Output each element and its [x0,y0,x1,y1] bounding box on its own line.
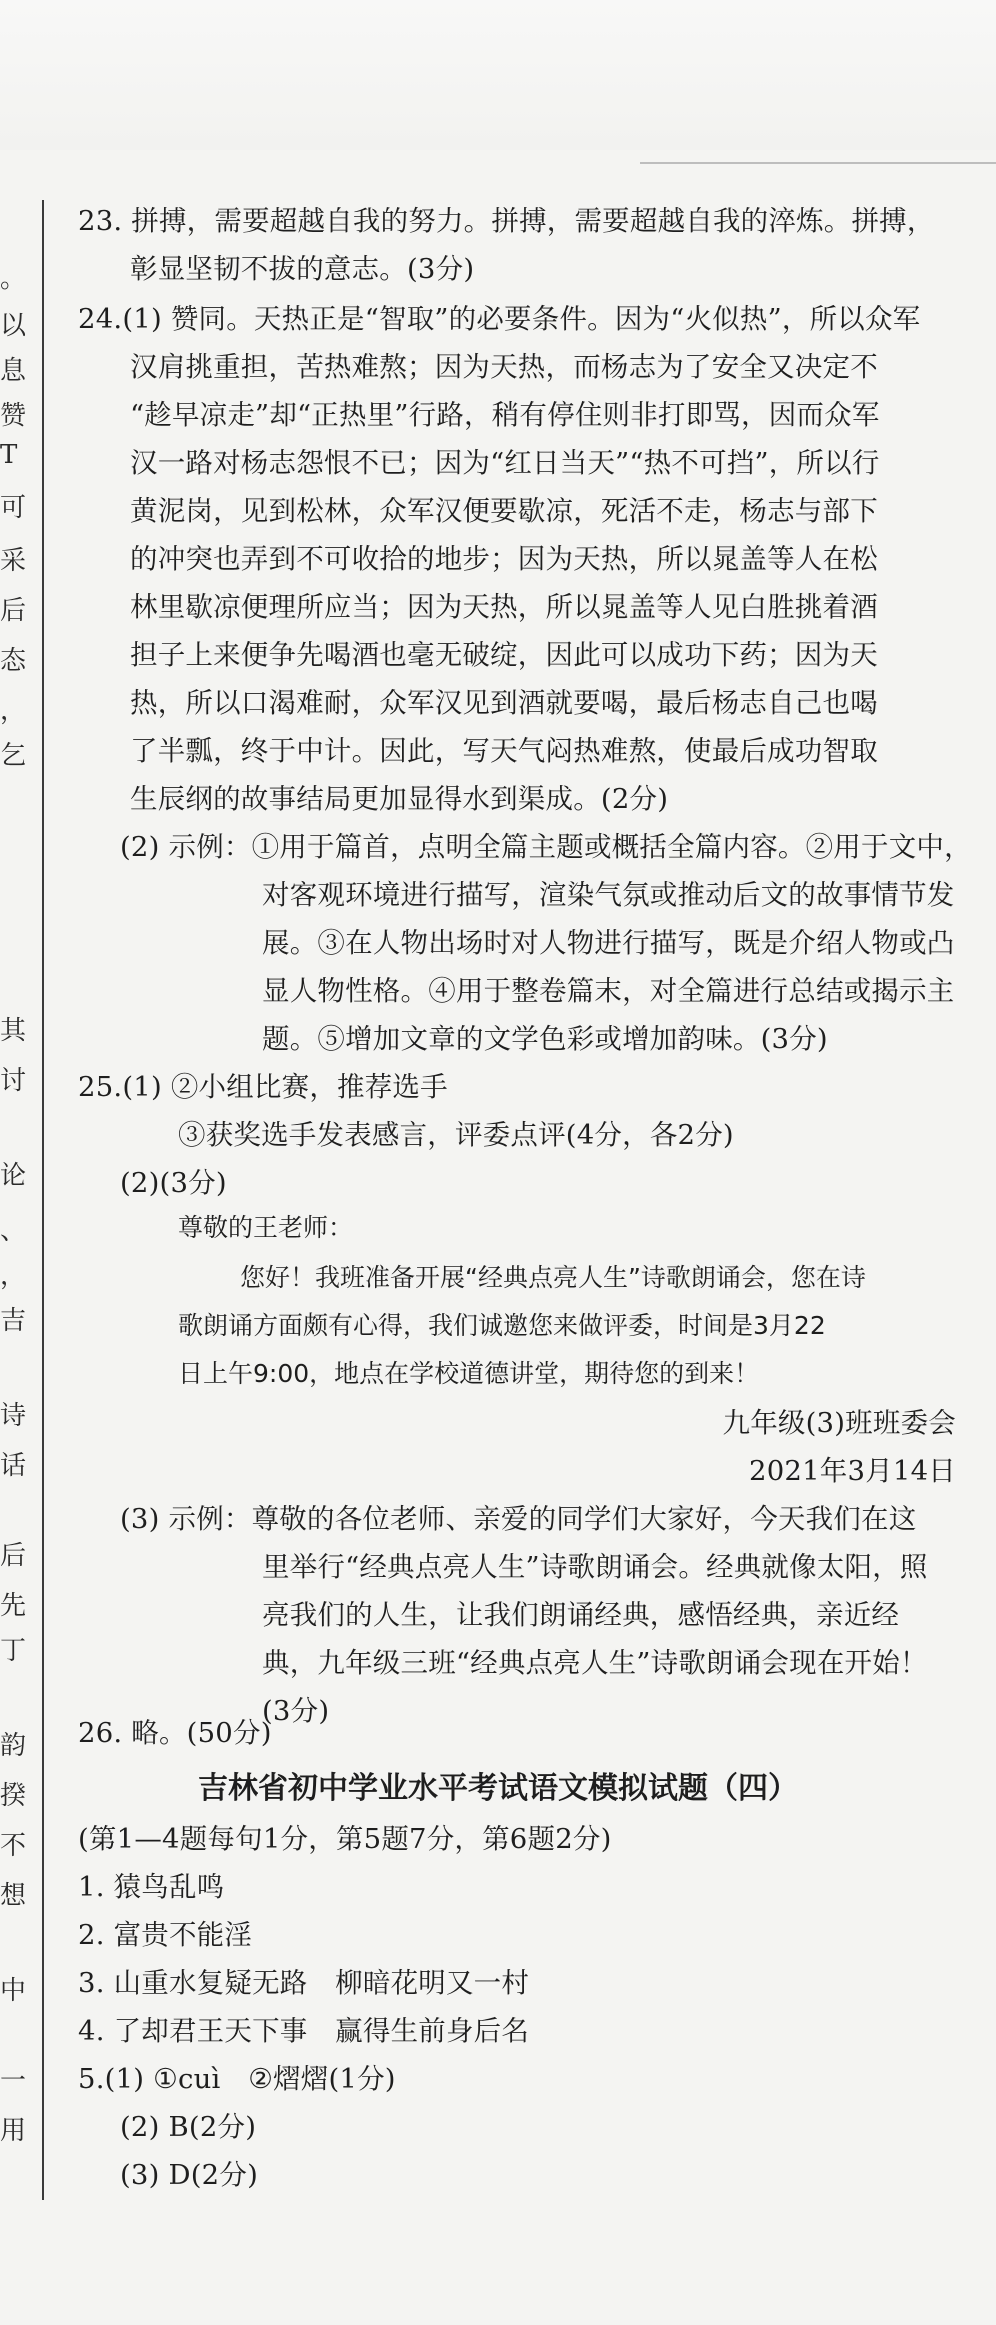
q25-3-line: 里举行“经典点亮人生”诗歌朗诵会。经典就像太阳，照 [262,1551,928,1583]
q24-1-line: 的冲突也弄到不可收拾的地步；因为天热，所以晁盖等人在松 [130,543,878,575]
scoring-note: (第1—4题每句1分，第5题7分，第6题2分) [78,1823,612,1855]
sub-answer-line: (2) B(2分) [120,2111,257,2143]
q25-1-line: ③获奖选手发表感言，评委点评(4分，各2分) [178,1119,734,1151]
edge-fragment: 不 [0,1831,27,1861]
edge-fragment: 采 [0,546,27,576]
q25-3-line: (3) 示例：尊敬的各位老师、亲爱的同学们大家好，今天我们在这 [120,1503,917,1535]
edge-fragment: 想 [0,1881,27,1911]
edge-fragment: 、 [0,1216,27,1246]
edge-fragment: 以 [0,311,27,341]
q24-1-line: 汉一路对杨志怨恨不已；因为“红日当天”“热不可挡”，所以行 [130,447,880,479]
q24-1-line: 了半瓢，终于中计。因此，写天气闷热难熬，使最后成功智取 [130,735,878,767]
q23-line: 彰显坚韧不拔的意志。(3分) [130,253,475,285]
letter-salutation: 尊敬的王老师： [178,1213,354,1242]
q24-1-line: “趁早凉走”却“正热里”行路，稍有停住则非打即骂，因而众军 [130,399,880,431]
sub-answer-line: (3) D(2分) [120,2159,258,2191]
q23-line: 23. 拼搏，需要超越自我的努力。拼搏，需要超越自我的淬炼。拼搏， [78,205,935,237]
edge-fragment: ， [0,696,27,726]
header-rule [640,162,996,164]
q25-3-line: (3分) [262,1695,330,1727]
edge-fragment: 讨 [0,1066,27,1096]
answer-line: 4. 了却君王天下事 赢得生前身后名 [78,2015,530,2047]
edge-fragment: 中 [0,1976,27,2006]
edge-fragment: 论 [0,1161,27,1191]
q24-1-line: 热，所以口渴难耐，众军汉见到酒就要喝，最后杨志自己也喝 [130,687,878,719]
page-top-margin [0,0,996,150]
q26-line: 26. 略。(50分) [78,1717,272,1749]
q24-2-line: (2) 示例：①用于篇首，点明全篇主题或概括全篇内容。②用于文中， [120,831,972,863]
edge-fragment: 先 [0,1591,27,1621]
edge-fragment: ， [0,1261,27,1291]
edge-fragment: T [0,440,18,470]
edge-fragment: 韵 [0,1731,27,1761]
section-title: 吉林省初中学业水平考试语文模拟试题（四） [198,1771,798,1806]
q25-2-label: (2)(3分) [120,1167,227,1199]
edge-fragment: 吉 [0,1306,27,1336]
letter-body-line: 日上午9:00，地点在学校道德讲堂，期待您的到来！ [178,1359,760,1388]
answer-line: 5.(1) ①cuì ②熠熠(1分) [78,2063,396,2095]
q24-1-line: 林里歇凉便理所应当；因为天热，所以晁盖等人见白胜挑着酒 [130,591,878,623]
letter-signature: 九年级(3)班班委会 [722,1407,956,1439]
q24-1-line: 汉肩挑重担，苦热难熬；因为天热，而杨志为了安全又决定不 [130,351,878,383]
edge-fragment: 丁 [0,1636,27,1666]
edge-fragment: 乞 [0,741,27,771]
q24-1-line: 黄泥岗，见到松林，众军汉便要歇凉，死活不走，杨志与部下 [130,495,878,527]
letter-body-line: 歌朗诵方面颇有心得，我们诚邀您来做评委，时间是3月22 [178,1311,826,1340]
answer-line: 3. 山重水复疑无路 柳暗花明又一村 [78,1967,530,1999]
answer-line: 2. 富贵不能淫 [78,1919,253,1951]
q24-1-line: 24.(1) 赞同。天热正是“智取”的必要条件。因为“火似热”，所以众军 [78,303,921,335]
answer-line: 1. 猿鸟乱鸣 [78,1871,225,1903]
edge-fragment: 息 [0,356,27,386]
edge-fragment: 一 [0,2066,27,2096]
q24-2-line: 显人物性格。④用于整卷篇末，对全篇进行总结或揭示主 [262,975,955,1007]
edge-fragment: 后 [0,596,27,626]
letter-body-line: 您好！我班准备开展“经典点亮人生”诗歌朗诵会，您在诗 [240,1263,866,1292]
edge-fragment: 。 [0,264,27,294]
q24-1-line: 担子上来便争先喝酒也毫无破绽，因此可以成功下药；因为天 [130,639,878,671]
q24-2-line: 题。⑤增加文章的文学色彩或增加韵味。(3分) [262,1023,828,1055]
q24-1-line: 生辰纲的故事结局更加显得水到渠成。(2分) [130,783,669,815]
q24-2-line: 对客观环境进行描写，渲染气氛或推动后文的故事情节发 [262,879,955,911]
edge-fragment: 态 [0,646,27,676]
column-divider [42,200,44,2200]
q25-3-line: 亮我们的人生，让我们朗诵经典，感悟经典，亲近经 [262,1599,900,1631]
q24-2-line: 展。③在人物出场时对人物进行描写，既是介绍人物或凸 [262,927,955,959]
edge-fragment: 话 [0,1451,27,1481]
edge-fragment: 可 [0,493,27,523]
edge-fragment: 后 [0,1541,27,1571]
edge-fragment: 揆 [0,1781,27,1811]
edge-fragment: 其 [0,1016,27,1046]
q25-1-line: 25.(1) ②小组比赛，推荐选手 [78,1071,448,1103]
q25-3-line: 典，九年级三班“经典点亮人生”诗歌朗诵会现在开始！ [262,1647,928,1679]
edge-fragment: 赞 [0,401,27,431]
edge-fragment: 诗 [0,1401,27,1431]
letter-date: 2021年3月14日 [749,1455,956,1487]
edge-fragment: 用 [0,2116,27,2146]
